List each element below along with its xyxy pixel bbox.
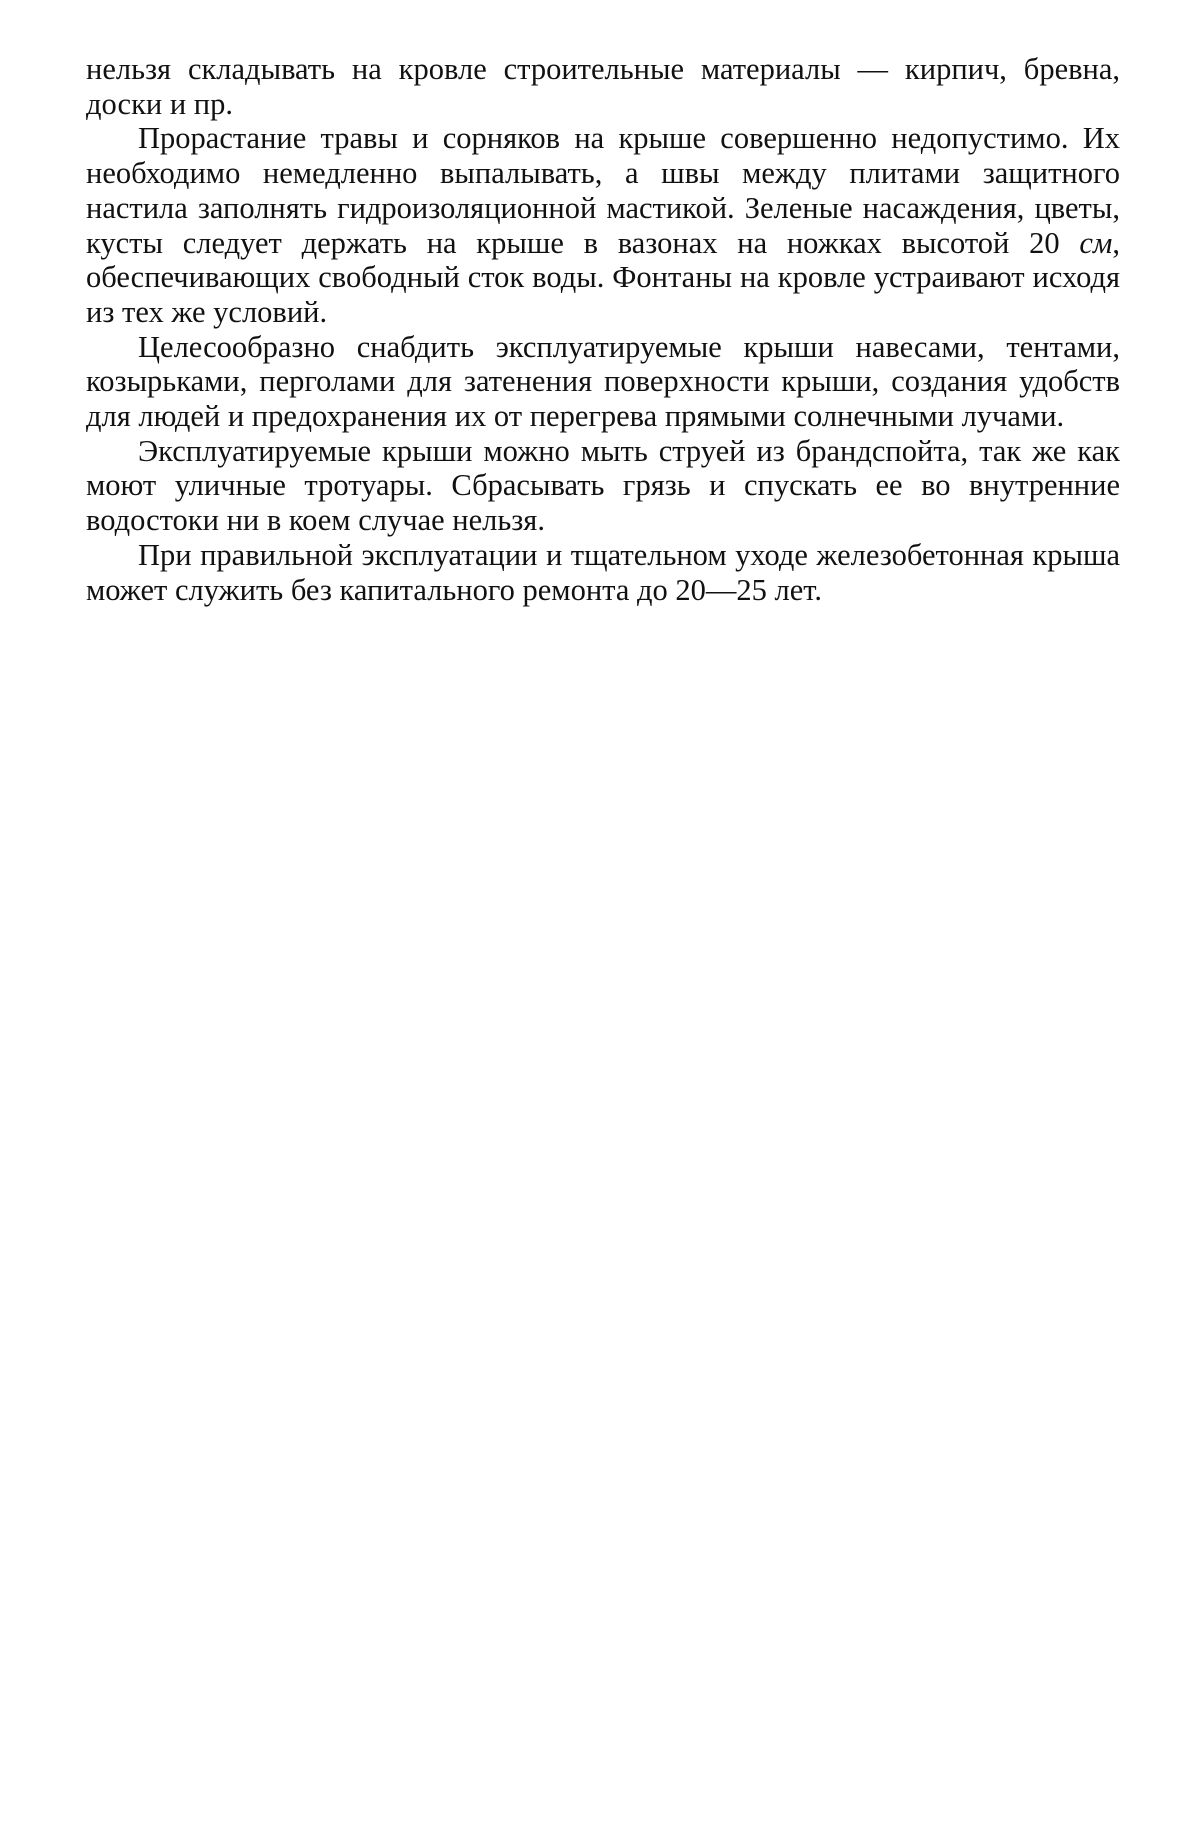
paragraph-text: Целесообразно снабдить эксплуатируемые крыши навесами, тентами, козырьками, перголами для затенения поверхности крыши, создания удобств для людей и предохранения их от перегрева прямыми солнечными лучами. <box>86 329 1120 434</box>
paragraph-lifetime <box>86 538 1120 607</box>
paragraph-weeds <box>86 121 1120 329</box>
page-text-block <box>86 52 1120 607</box>
unit-label: см <box>1079 225 1113 260</box>
paragraph-text: Прорастание травы и сорняков на крыше совершенно недопустимо. Их необходимо немедленно выпалывать, а швы между плитами защитного настила заполнять гидроизоляционной мастикой. Зеленые насаждения, цветы, кусты следует держать на крыше в вазонах на ножках высотой 20 <box>86 121 1120 260</box>
paragraph-continuation <box>86 52 1120 121</box>
paragraph-text: Эксплуатируемые крыши можно мыть струей из брандспойта, так же как моют уличные тротуары. Сбрасывать грязь и спускать ее во внутренние водостоки ни в коем случае нельзя. <box>86 433 1120 538</box>
paragraph-text: При правильной эксплуатации и тщательном уходе железобетонная крыша может служить без капитального ремонта до 20—25 лет. <box>86 537 1120 607</box>
paragraph-shading <box>86 330 1120 434</box>
paragraph-text-after: , обеспечивающих свободный сток воды. Фонтаны на кровле устраивают исходя из тех же условий. <box>86 225 1120 329</box>
paragraph-text: нельзя складывать на кровле строительные материалы — кирпич, бревна, доски и пр. <box>86 52 1120 121</box>
paragraph-washing <box>86 434 1120 538</box>
